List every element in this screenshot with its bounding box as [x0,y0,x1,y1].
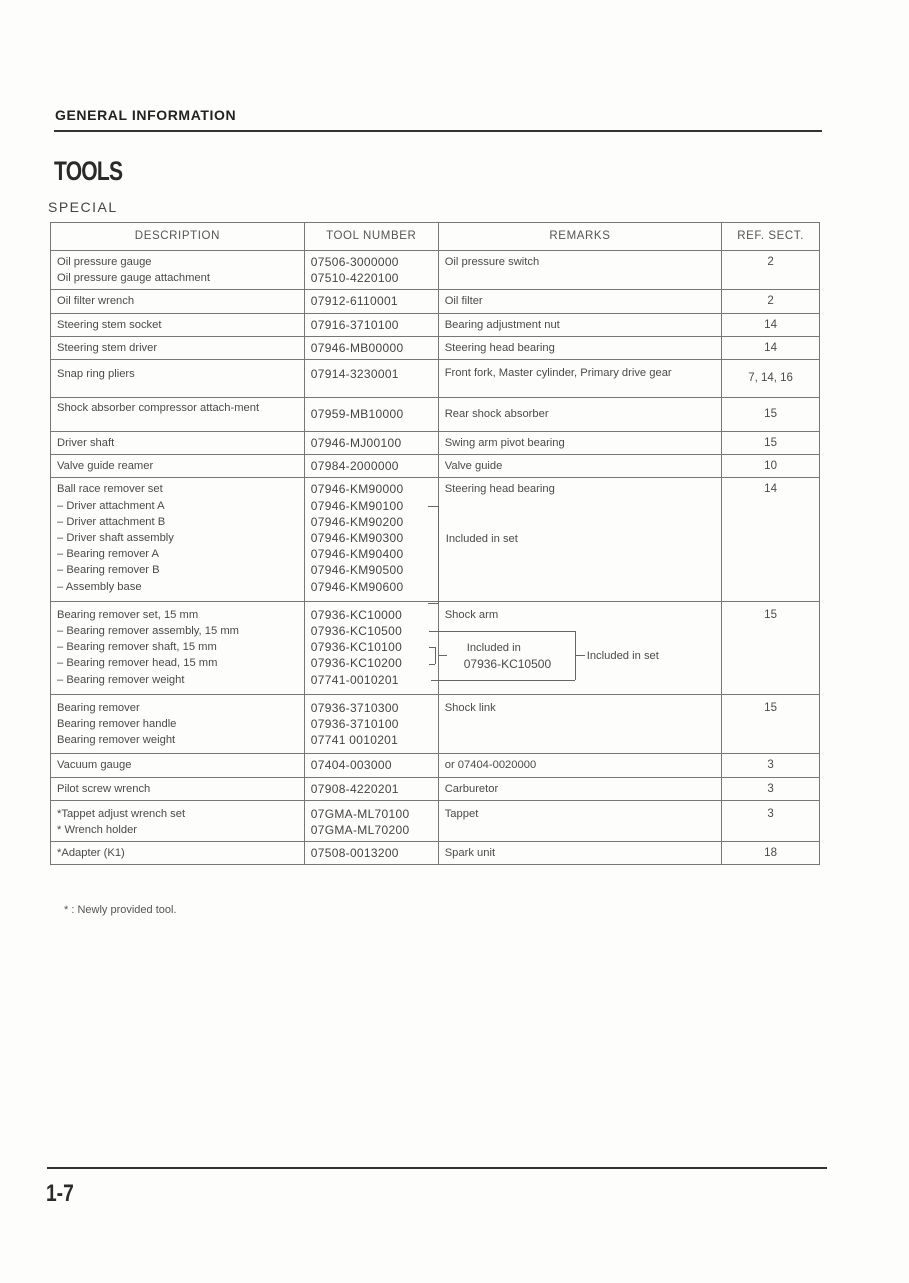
tool-number-cell: 07404-003000 [304,754,438,777]
description-line: – Bearing remover head, 15 mm [57,657,218,670]
ref-sect-cell: 3 [722,754,820,777]
bracket-line [439,631,575,632]
bracket-line [429,664,435,665]
description-cell: Steering stem socket [51,313,305,336]
table-row [51,777,820,800]
description-line: Ball race remover set [57,483,163,496]
description-cell: Snap ring pliers [51,360,305,398]
bracket-line [428,506,438,507]
tool-number-cell [304,251,438,290]
table-row [51,478,820,601]
table-row [51,251,820,290]
tool-number: 07946-KM90400 [310,547,404,562]
tool-number-cell: 07914-3230001 [304,360,438,398]
tool-number: 07741 0010201 [310,733,399,748]
tool-number: 07936-KC10500 [310,624,403,639]
description-cell: Pilot screw wrench [51,777,305,800]
description-cell [51,478,305,601]
tool-number-cell: 07959-MB10000 [304,398,438,432]
description-cell: Oil filter wrench [51,290,305,313]
table-row [51,336,820,359]
tool-number: 07936-3710300 [310,700,399,715]
description-line: – Driver attachment A [57,499,165,512]
remarks-cell: Spark unit [438,842,721,865]
bracket-line [575,655,585,656]
tool-number: 07936-KC10000 [310,607,403,622]
tool-number: 07946-KM90300 [310,531,404,546]
tool-number: 07GMA-ML70100 [310,806,410,821]
description-cell: *Adapter (K1) [51,842,305,865]
tool-number-cell [304,478,438,601]
table-row [51,290,820,313]
description-line: – Bearing remover assembly, 15 mm [57,625,239,638]
tool-number: 07GMA-ML70200 [310,823,410,838]
description-cell: Shock absorber compressor attach-ment [51,398,305,432]
remarks-cell [438,478,721,601]
column-header-remarks: REMARKS [438,223,721,251]
tool-number-cell: 07912-6110001 [304,290,438,313]
tool-number: 07936-KC10200 [310,656,403,671]
remarks-cell: or 07404-0020000 [438,754,721,777]
remarks-note-outer: Included in set [586,649,659,662]
page-number: 1-7 [46,1180,74,1207]
tool-number: 07936-KC10100 [310,640,403,655]
tool-number-cell: 07508-0013200 [304,842,438,865]
bracket-line [439,655,447,656]
table-row [51,432,820,455]
tool-number-cell [304,694,438,754]
description-line: Bearing remover set, 15 mm [57,608,199,621]
tool-number-cell: 07984-2000000 [304,455,438,478]
column-header-tool-number: TOOL NUMBER [304,223,438,251]
description-cell [51,694,305,754]
remarks-text: Steering head bearing [444,483,555,496]
description-cell: Steering stem driver [51,336,305,359]
remarks-cell: Swing arm pivot bearing [438,432,721,455]
description-cell [51,601,305,694]
description-cell: Driver shaft [51,432,305,455]
tool-number-cell: 07916-3710100 [304,313,438,336]
tool-number: 07936-3710100 [310,717,399,732]
special-tools-table [50,222,820,865]
tool-number-cell [304,601,438,694]
tool-number: 07946-KM90500 [310,563,404,578]
tool-number: 07506-3000000 [310,255,399,269]
description-line: Oil pressure gauge attachment [57,272,210,285]
remarks-cell: Front fork, Master cylinder, Primary drive gear [438,360,721,398]
ref-sect-cell: 7, 14, 16 [722,360,820,398]
tool-number: 07946-KM90100 [310,498,404,513]
description-line: – Driver attachment B [57,515,166,528]
description-cell: Valve guide reamer [51,455,305,478]
ref-sect-cell: 3 [722,800,820,841]
table-row [51,601,820,694]
description-line: * Wrench holder [57,824,138,837]
ref-sect-cell: 14 [722,313,820,336]
remarks-cell: Oil pressure switch [438,251,721,290]
page-title: TOOLS [54,156,123,186]
ref-sect-cell: 18 [722,842,820,865]
column-header-description: DESCRIPTION [51,223,305,251]
tool-number-cell [304,800,438,841]
description-line: *Tappet adjust wrench set [57,807,186,820]
tool-number: 07946-KM90200 [310,514,404,529]
tool-number: 07946-KM90600 [310,579,404,594]
tool-number-cell: 07946-MJ00100 [304,432,438,455]
remarks-note-inner: Included in 07936-KC10500 [463,641,552,671]
description-line: Oil pressure gauge [57,256,152,268]
description-line: – Assembly base [57,580,142,593]
remarks-text: Shock arm [444,608,499,621]
tool-number-cell: 07946-MB00000 [304,336,438,359]
ref-sect-cell: 15 [722,601,820,694]
description-cell: Vacuum gauge [51,754,305,777]
ref-sect-cell: 10 [722,455,820,478]
ref-sect-cell: 15 [722,432,820,455]
ref-sect-cell: 2 [722,290,820,313]
ref-sect-cell: 3 [722,777,820,800]
table-row [51,842,820,865]
table-row [51,754,820,777]
description-line: – Bearing remover weight [57,673,185,686]
remarks-cell: Carburetor [438,777,721,800]
remarks-cell: Rear shock absorber [438,398,721,432]
table-row [51,398,820,432]
subtitle: SPECIAL [48,199,118,215]
description-line: Bearing remover [57,701,140,714]
ref-sect-cell: 15 [722,694,820,754]
remarks-cell: Oil filter [438,290,721,313]
ref-sect-cell: 2 [722,251,820,290]
ref-sect-cell: 14 [722,336,820,359]
remarks-cell: Steering head bearing [438,336,721,359]
tool-number-cell: 07908-4220201 [304,777,438,800]
tool-number: 07946-KM90000 [310,482,404,497]
bracket-line [439,680,575,681]
remarks-cell: Tappet [438,800,721,841]
table-row [51,800,820,841]
section-header: GENERAL INFORMATION [55,107,237,123]
footnote: * : Newly provided tool. [64,904,177,916]
remarks-cell: Valve guide [438,455,721,478]
description-cell [51,251,305,290]
ref-sect-cell: 14 [722,478,820,601]
tool-number: 07741-0010201 [310,672,399,687]
description-line: – Bearing remover A [57,548,159,561]
tool-number: 07510-4220100 [310,271,399,286]
description-line: – Bearing remover shaft, 15 mm [57,641,217,654]
description-line: – Bearing remover B [57,564,160,577]
table-row [51,694,820,754]
description-line: Bearing remover weight [57,734,176,747]
column-header-ref-sect: REF. SECT. [722,223,820,251]
remarks-cell [438,601,721,694]
ref-sect-cell: 15 [722,398,820,432]
header-rule [54,130,822,132]
table-header-row [51,223,820,251]
description-line: Bearing remover handle [57,718,177,731]
description-cell [51,800,305,841]
description-line: – Driver shaft assembly [57,532,174,545]
table-row [51,313,820,336]
table-row [51,360,820,398]
bracket-line [435,647,436,664]
remarks-note: Included in set [445,533,518,546]
remarks-cell: Bearing adjustment nut [438,313,721,336]
footer-rule [47,1167,827,1169]
remarks-cell: Shock link [438,694,721,754]
table-row [51,455,820,478]
